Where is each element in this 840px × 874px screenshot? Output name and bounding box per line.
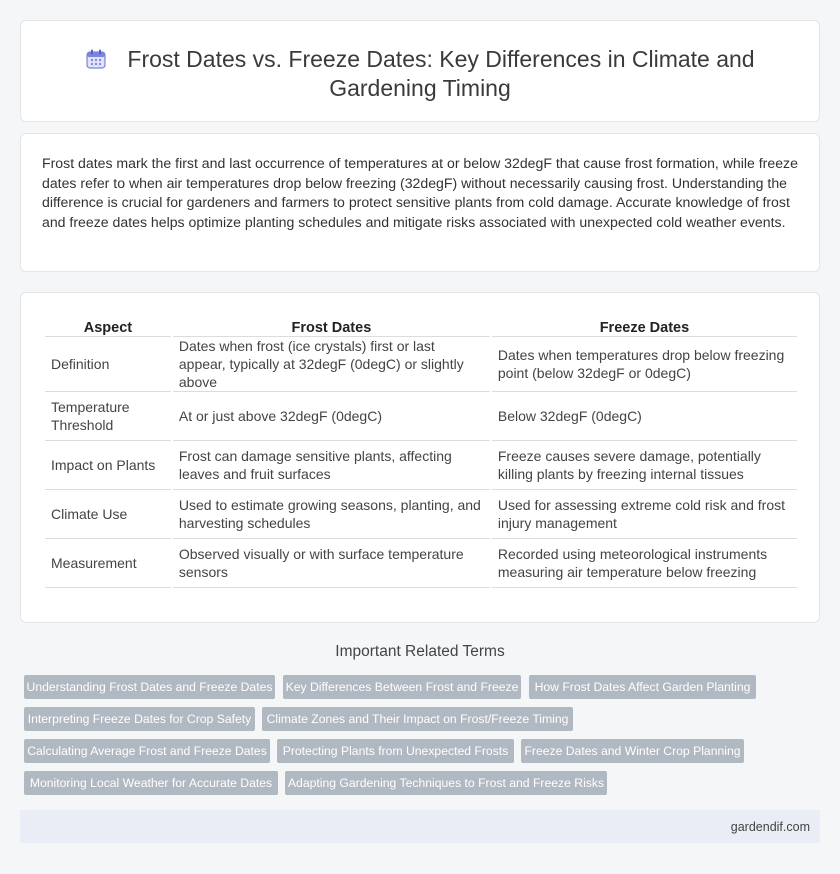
freeze-cell: Recorded using meteorological instruments measuring air temperature below freezing <box>492 539 797 588</box>
header-aspect: Aspect <box>45 315 171 337</box>
table-row <box>45 441 797 490</box>
frost-cell: Observed visually or with surface temperature sensors <box>173 539 490 588</box>
freeze-cell: Used for assessing extreme cold risk and frost injury management <box>492 490 797 539</box>
header-card <box>20 20 820 122</box>
comparison-table <box>43 315 799 588</box>
related-terms-title: Important Related Terms <box>335 643 505 660</box>
related-term-link[interactable]: Freeze Dates and Winter Crop Planning <box>521 739 744 763</box>
related-term-link[interactable]: Adapting Gardening Techniques to Frost and Freeze Risks <box>285 771 607 795</box>
footer-site-name: gardendif.com <box>730 820 810 834</box>
table-header-row <box>45 315 797 337</box>
table-row <box>45 392 797 441</box>
intro-card <box>20 133 820 272</box>
header-freeze-dates: Freeze Dates <box>492 315 797 337</box>
related-term-link[interactable]: Understanding Frost Dates and Freeze Dates <box>24 675 275 699</box>
aspect-cell: Temperature Threshold <box>45 392 171 441</box>
footer <box>20 810 820 843</box>
freeze-cell: Dates when temperatures drop below freezing point (below 32degF or 0degC) <box>492 337 797 392</box>
aspect-cell: Definition <box>45 337 171 392</box>
frost-cell: Dates when frost (ice crystals) first or last appear, typically at 32degF (0degC) or slightly above <box>173 337 490 392</box>
aspect-cell: Impact on Plants <box>45 441 171 490</box>
header-frost-dates: Frost Dates <box>173 315 490 337</box>
frost-cell: At or just above 32degF (0degC) <box>173 392 490 441</box>
intro-paragraph: Frost dates mark the first and last occurrence of temperatures at or below 32degF that cause frost formation, while freeze dates refer to when air temperatures drop below freezing (32degF) without necessarily causing frost. Understanding the difference is crucial for gardeners and farmers to protect sensitive plants from cold damage. Accurate knowledge of frost and freeze dates helps optimize planting schedules and mitigate risks associated with unexpected cold weather events. <box>42 155 798 230</box>
aspect-cell: Climate Use <box>45 490 171 539</box>
related-term-link[interactable]: Calculating Average Frost and Freeze Dates <box>24 739 270 763</box>
related-term-link[interactable]: How Frost Dates Affect Garden Planting <box>529 675 756 699</box>
table-row <box>45 490 797 539</box>
page-title: Frost Dates vs. Freeze Dates: Key Differences in Climate and Gardening Timing <box>127 46 755 101</box>
related-term-link[interactable]: Protecting Plants from Unexpected Frosts <box>277 739 514 763</box>
freeze-cell: Below 32degF (0degC) <box>492 392 797 441</box>
frost-cell: Frost can damage sensitive plants, affecting leaves and fruit surfaces <box>173 441 490 490</box>
related-term-link[interactable]: Climate Zones and Their Impact on Frost/Freeze Timing <box>262 707 573 731</box>
related-term-link[interactable]: Key Differences Between Frost and Freeze <box>283 675 521 699</box>
page-title-wrap <box>21 45 819 103</box>
table-row <box>45 539 797 588</box>
related-term-link[interactable]: Interpreting Freeze Dates for Crop Safety <box>24 707 255 731</box>
comparison-table-card <box>20 292 820 623</box>
calendar-icon <box>85 48 107 70</box>
table-row <box>45 337 797 392</box>
aspect-cell: Measurement <box>45 539 171 588</box>
freeze-cell: Freeze causes severe damage, potentially killing plants by freezing internal tissues <box>492 441 797 490</box>
related-term-link[interactable]: Monitoring Local Weather for Accurate Dates <box>24 771 278 795</box>
frost-cell: Used to estimate growing seasons, planting, and harvesting schedules <box>173 490 490 539</box>
